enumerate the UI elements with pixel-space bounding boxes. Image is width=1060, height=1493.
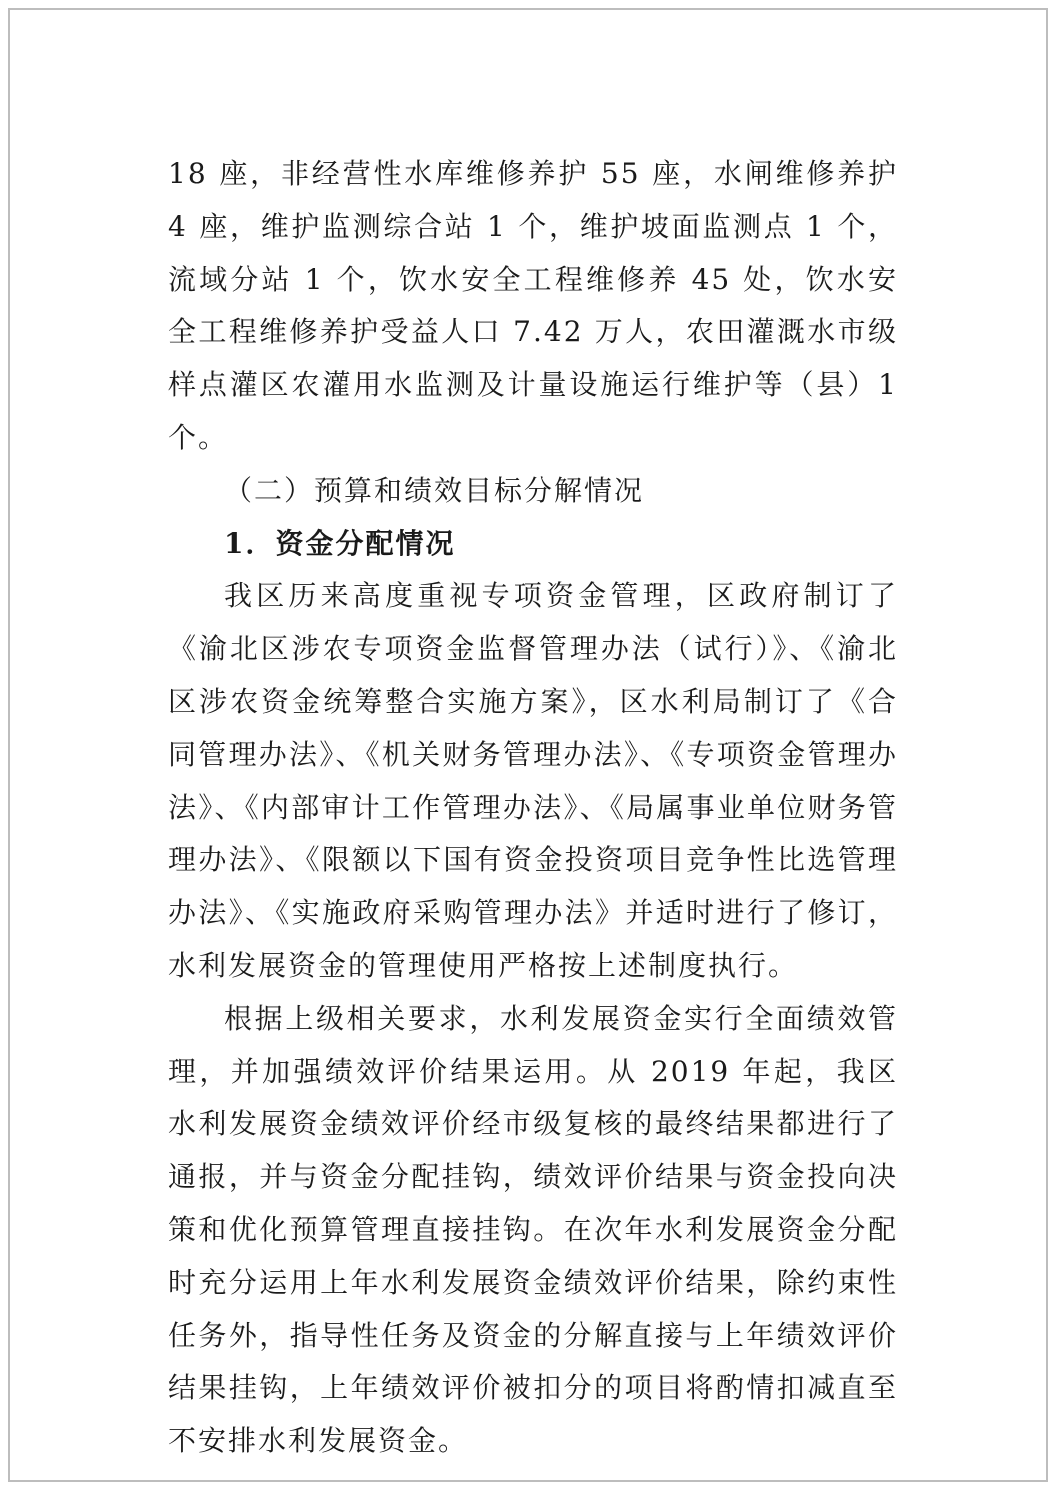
section-heading-budget-targets: （二）预算和绩效目标分解情况 <box>224 473 645 507</box>
paragraph-project-quantities: 18 座，非经营性水库维修养护 55 座，水闸维修养护 4 座，维护监测综合站 1 个，维护坡面监测点 1 个，流域分站 1 个，饮水安全工程维修养 45 处，饮水安全工程维修养护受益人口 7.42 万人，农田灌溉水市级样点灌区农灌用水监测及计量设施运行维护等（县）1 个。 <box>168 157 898 454</box>
paragraph-fund-management: 我区历来高度重视专项资金管理，区政府制订了《渝北区涉农专项资金监督管理办法（试行）》、《渝北区涉农资金统筹整合实施方案》，区水利局制订了《合同管理办法》、《机关财务管理办法》、《专项资金管理办法》、《内部审计工作管理办法》、《局属事业单位财务管理办法》、《限额以下国有资金投资项目竞争性比选管理办法》、《实施政府采购管理办法》并适时进行了修订，水利发展资金的管理使用严格按上述制度执行。 <box>168 579 898 982</box>
document-body <box>168 148 898 1468</box>
document-page <box>8 8 1048 1482</box>
subsection-heading-fund-allocation: 1．资金分配情况 <box>224 526 456 560</box>
paragraph-performance-evaluation: 根据上级相关要求，水利发展资金实行全面绩效管理，并加强绩效评价结果运用。从 2019 年起，我区水利发展资金绩效评价经市级复核的最终结果都进行了通报，并与资金分配挂钩，绩效评价结果与资金投向决策和优化预算管理直接挂钩。在次年水利发展资金分配时充分运用上年水利发展资金绩效评价结果，除约束性任务外，指导性任务及资金的分解直接与上年绩效评价结果挂钩，上年绩效评价被扣分的项目将酌情扣减直至不安排水利发展资金。 <box>168 1001 898 1458</box>
